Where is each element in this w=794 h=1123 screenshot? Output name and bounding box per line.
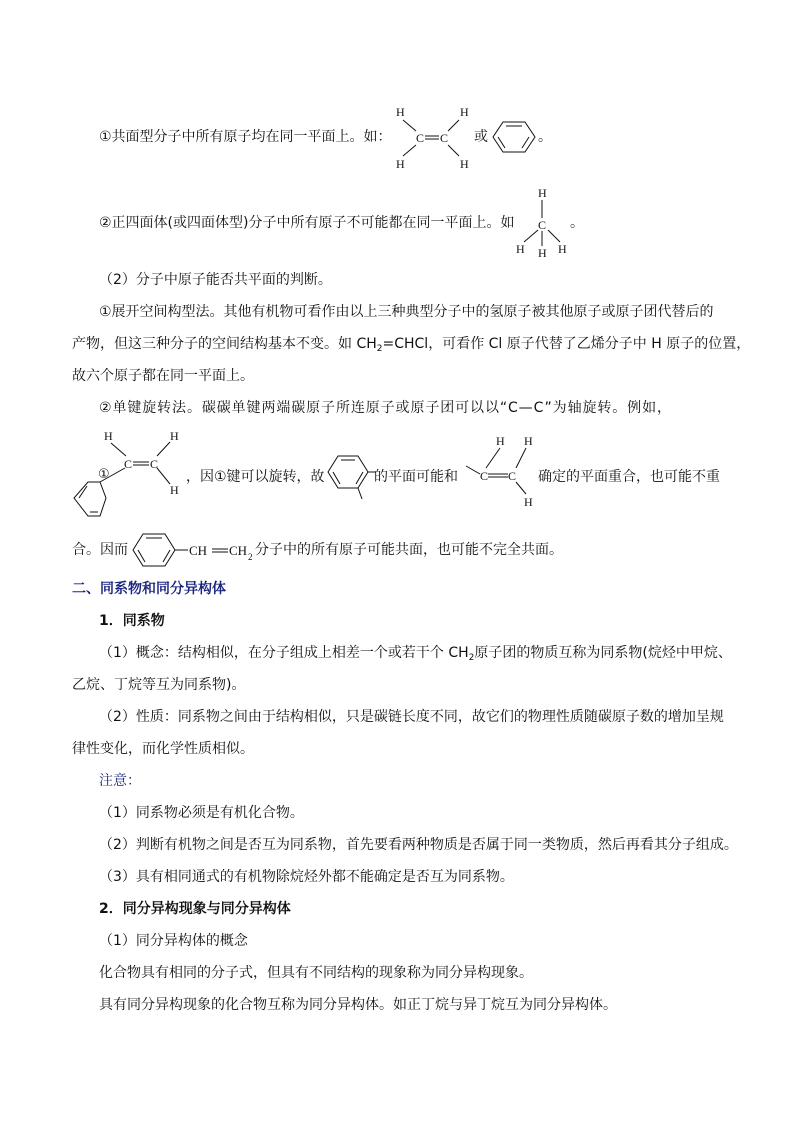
atom-h: H [538, 186, 547, 200]
subsection-title-2: 2．同分异构现象与同分异构体 [99, 901, 291, 917]
atom-h: H [496, 434, 505, 448]
ch2-group: CH [229, 543, 248, 558]
atom-h: H [104, 429, 113, 443]
atom-c: C [150, 457, 159, 471]
isomer-definition-1: 化合物具有相同的分子式，但具有不同结构的现象称为同分异构现象。 [99, 965, 533, 981]
atom-h: H [558, 242, 567, 256]
isomer-definition-2: 具有同分异构现象的化合物互称为同分异构体。如正丁烷与异丁烷互为同分异构体。 [99, 997, 617, 1013]
section-title: 二、同系物和同分异构体 [72, 581, 226, 597]
method2-mid-b: 的平面可能和 [374, 469, 458, 485]
method2-end-a: 合。因而 [72, 542, 128, 558]
method2-end-b: 分子中的所有原子可能共面，也可能不完全共面。 [255, 542, 563, 558]
method2-mid-c: 确定的平面重合，也可能不重 [538, 469, 720, 485]
atom-c: C [508, 469, 517, 483]
atom-c: C [124, 457, 133, 471]
note-item-1: （1）同系物必须是有机化合物。 [99, 805, 304, 821]
atom-h: H [170, 429, 179, 443]
atom-h: H [524, 495, 533, 509]
atom-h: H [516, 242, 525, 256]
concept-line1: （1）概念：结构相似，在分子组成上相差一个或若干个 $CH_2$原子团的物质互称为同系物(烷烃中甲烷、 [99, 645, 732, 663]
atom-h: H [538, 246, 547, 260]
ch-group: CH [189, 543, 208, 558]
ethylene-structure [392, 104, 482, 170]
atom-h: H [170, 483, 179, 497]
note-item-3: （3）具有相同通式的有机物除烷烃外都不能确定是否互为同系物。 [99, 869, 514, 885]
period-2: 。 [570, 215, 584, 231]
subsection-title-1: 1．同系物 [99, 613, 165, 629]
atom-h: H [460, 105, 469, 119]
concept-line2: 乙烷、丁烷等互为同系物)。 [72, 677, 246, 693]
property-line2: 律性变化，而化学性质相似。 [72, 741, 254, 757]
note-label: 注意： [99, 773, 141, 789]
atom-h: H [460, 157, 469, 171]
period-1: 。 [538, 129, 552, 145]
atom-h: H [524, 434, 533, 448]
ch2-subscript: 2 [248, 552, 253, 562]
atom-c: C [416, 131, 425, 145]
method2-mid-a: ，因①键可以旋转，故 [186, 469, 325, 485]
atom-h: H [396, 157, 405, 171]
benzene-ring [492, 120, 536, 154]
method2-line1: ②单键旋转法。碳碳单键两端碳原子所连原子或原子团可以以“C—C”为轴旋转。例如， [99, 400, 672, 416]
vinyl-fragment [466, 432, 540, 512]
property-line1: （2）性质：同系物之间由于结构相似，只是碳链长度不同，故它们的物理性质随碳原子数的增加呈规 [99, 709, 724, 725]
atom-c: C [440, 131, 449, 145]
note-item-2: （2）判断有机物之间是否互为同系物，首先要看两种物质是否属于同一类物质，然后再看其分子组成。 [99, 837, 738, 853]
atom-c: C [538, 218, 547, 232]
isomer-heading: （1）同分异构体的概念 [99, 933, 248, 949]
toluene-fragment [326, 452, 378, 502]
heading-2: （2）分子中原子能否共平面的判断。 [99, 272, 332, 288]
styrene-structure [70, 426, 190, 526]
item2-text: ②正四面体(或四面体型)分子中所有原子不可能都在同一平面上。如 [99, 215, 515, 231]
methane-structure [510, 185, 576, 259]
method1-line1: ①展开空间构型法。其他有机物可看作由以上三种典型分子中的氢原子被其他原子或原子团代替后的 [99, 304, 714, 320]
method1-line2: 产物，但这三种分子的空间结构基本不变。如 $CH_2=CHCl$，可看作 Cl 原子代替了乙烯分子中 H 原子的位置， [72, 336, 751, 354]
or-text: 或 [474, 129, 488, 145]
atom-h: H [396, 105, 405, 119]
bond-label: ① [98, 467, 110, 482]
item1-text: ①共面型分子中所有原子均在同一平面上。如： [99, 129, 392, 145]
method1-line3: 故六个原子都在同一平面上。 [72, 368, 254, 384]
atom-c: C [480, 469, 489, 483]
